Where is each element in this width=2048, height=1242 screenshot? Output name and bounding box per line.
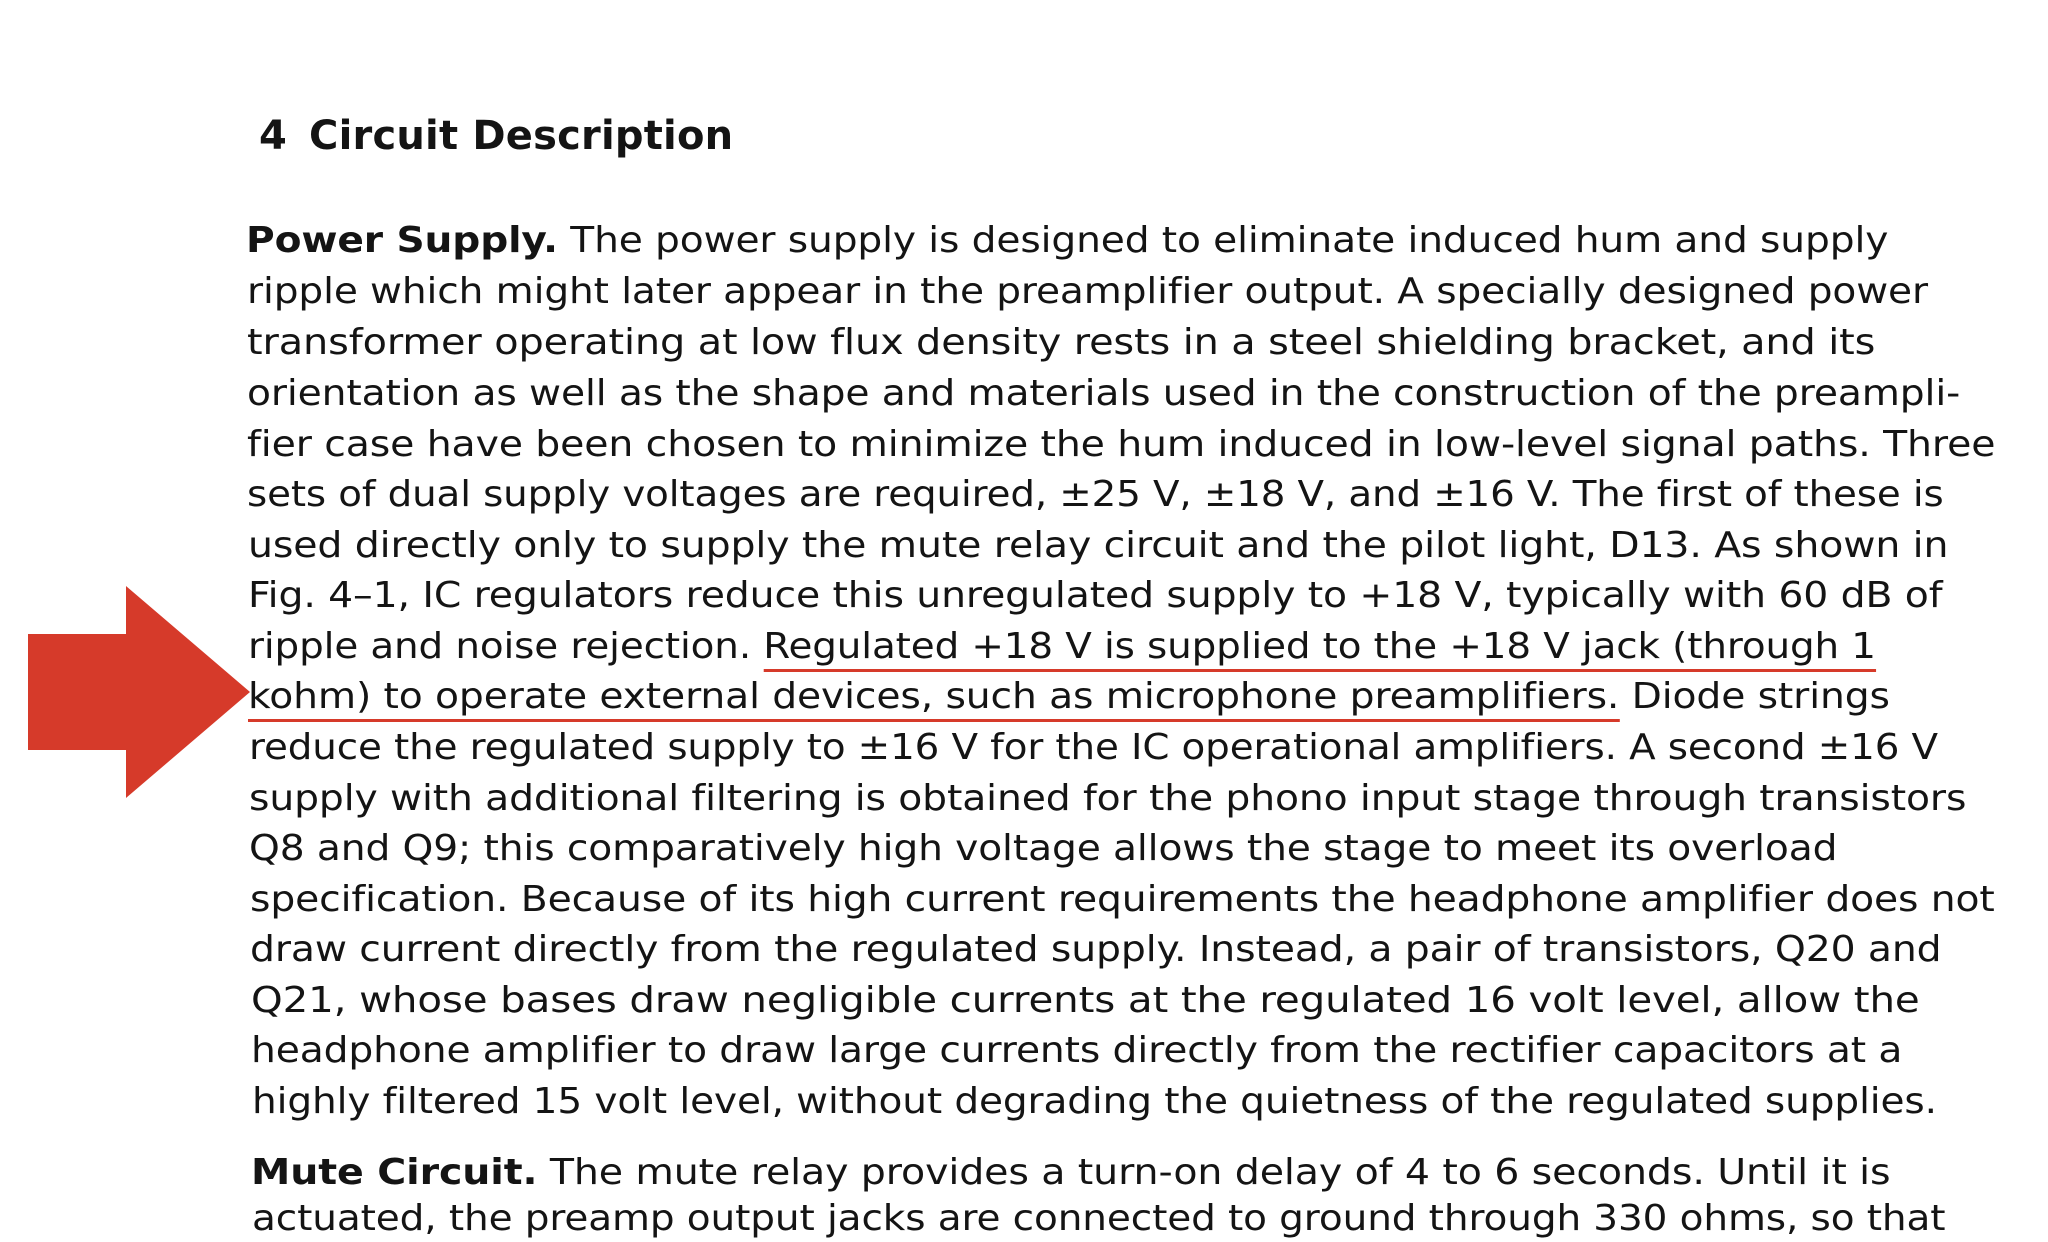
text-line — [249, 776, 1966, 822]
line-text: transformer operating at low flux density rests in a steel shielding bracket, and its — [247, 322, 1876, 363]
line-text: used directly only to supply the mute relay circuit and the pilot light, D13. As shown in — [248, 525, 1949, 566]
text-line — [249, 826, 1837, 872]
line-text: sets of dual supply voltages are required, ±25 V, ±18 V, and ±16 V. The first of these is — [247, 474, 1944, 515]
line-text: Q21, whose bases draw negligible currents at the regulated 16 volt level, allow the — [251, 980, 1920, 1021]
text-line — [249, 725, 1938, 771]
underlined-passage: kohm) to operate external devices, such as microphone preamplifiers. — [248, 676, 1619, 722]
text-line — [248, 624, 1876, 670]
line-text: supply with additional filtering is obtained for the phono input stage through transistors — [249, 778, 1967, 819]
text-line — [250, 927, 1942, 973]
line-text: ripple and noise rejection. — [248, 626, 764, 667]
text-line — [246, 218, 1888, 264]
text-line — [247, 422, 1995, 468]
text-line — [247, 320, 1875, 366]
text-line — [252, 1196, 1945, 1242]
text-line — [252, 1079, 1937, 1125]
text-line — [251, 978, 1920, 1024]
line-text: ripple which might later appear in the preamplifier output. A specially designed power — [247, 271, 1928, 312]
text-line — [248, 523, 1948, 569]
line-text: Fig. 4–1, IC regulators reduce this unregulated supply to +18 V, typically with 60 dB of — [248, 575, 1943, 616]
text-line — [247, 269, 1928, 315]
line-text: orientation as well as the shape and materials used in the construction of the preampli- — [247, 373, 1961, 414]
paragraph-run-in-heading: Mute Circuit. — [251, 1152, 538, 1193]
line-text: actuated, the preamp output jacks are connected to ground through 330 ohms, so that — [252, 1198, 1946, 1239]
text-line — [251, 1028, 1902, 1074]
text-line — [247, 371, 1960, 417]
line-text-after: Diode strings — [1619, 676, 1890, 717]
text-line — [247, 472, 1944, 518]
text-line — [250, 877, 1995, 923]
line-text: headphone amplifier to draw large currents directly from the rectifier capacitors at a — [251, 1030, 1903, 1071]
underlined-passage: Regulated +18 V is supplied to the +18 V jack (through 1 — [763, 626, 1876, 672]
line-text: draw current directly from the regulated supply. Instead, a pair of transistors, Q20 and — [250, 929, 1942, 970]
section-number: 4 — [259, 113, 288, 159]
line-text: The power supply is designed to eliminate induced hum and supply — [557, 220, 1889, 261]
line-text: specification. Because of its high current requirements the headphone amplifier does not — [250, 879, 1995, 920]
line-text: highly filtered 15 volt level, without degrading the quietness of the regulated supplies. — [252, 1081, 1937, 1122]
text-line — [251, 1150, 1891, 1196]
text-line — [248, 573, 1942, 619]
line-text: The mute relay provides a turn-on delay of 4 to 6 seconds. Until it is — [537, 1152, 1891, 1193]
section-title: Circuit Description — [309, 113, 734, 159]
line-text: Q8 and Q9; this comparatively high voltage allows the stage to meet its overload — [249, 828, 1838, 869]
line-text: reduce the regulated supply to ±16 V for the IC operational amplifiers. A second ±16 V — [249, 727, 1938, 768]
text-line — [248, 674, 1890, 720]
line-text: fier case have been chosen to minimize the hum induced in low-level signal paths. Three — [247, 424, 1996, 465]
paragraph-run-in-heading: Power Supply. — [246, 220, 558, 261]
